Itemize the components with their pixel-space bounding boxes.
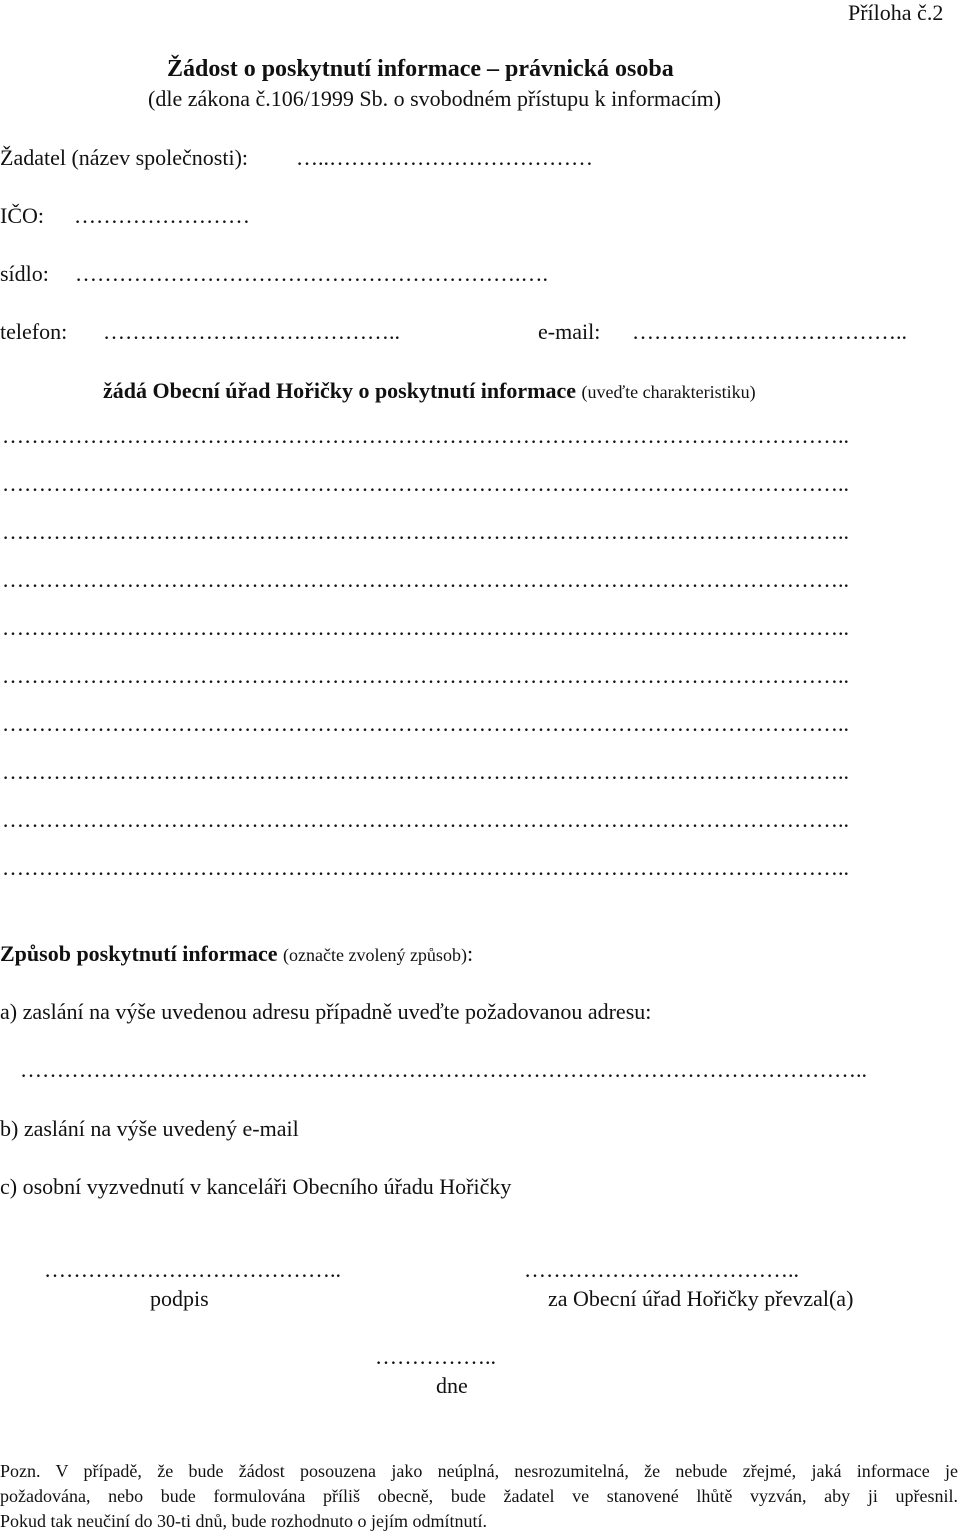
request-text: žádá Obecní úřad Hořičky o poskytnutí informace bbox=[103, 378, 577, 403]
phone-field[interactable]: ………………………………….. bbox=[103, 319, 400, 344]
method-colon: : bbox=[466, 941, 474, 966]
signature-field[interactable]: ………………………………….. bbox=[44, 1257, 341, 1282]
attachment-label: Příloha č.2 bbox=[848, 0, 944, 25]
footnote bbox=[0, 1459, 958, 1534]
ico-label: IČO: bbox=[0, 203, 44, 228]
applicant-field[interactable]: …..……………………………… bbox=[296, 145, 593, 170]
form-subtitle: (dle zákona č.106/1999 Sb. o svobodném přístupu k informacím) bbox=[148, 86, 722, 111]
answer-line[interactable]: …………………………………………………………………………………………………….. bbox=[2, 807, 849, 832]
option-b[interactable]: b) zaslání na výše uvedený e-mail bbox=[0, 1116, 299, 1141]
seat-label: sídlo: bbox=[0, 261, 49, 286]
applicant-label: Žadatel (název společnosti): bbox=[0, 145, 249, 170]
answer-line[interactable]: …………………………………………………………………………………………………….. bbox=[2, 663, 849, 688]
answer-line[interactable]: …………………………………………………………………………………………………….. bbox=[2, 759, 849, 784]
footnote-line: Pokud tak neučiní do 30-ti dnů, bude rozhodnuto o jejím odmítnutí. bbox=[0, 1511, 487, 1531]
date-field[interactable]: …………….. bbox=[375, 1344, 496, 1369]
phone-label: telefon: bbox=[0, 319, 68, 344]
option-a-address-field[interactable]: …………………………………………………………………………………………………….. bbox=[20, 1057, 867, 1082]
request-line bbox=[103, 380, 756, 402]
method-heading-line bbox=[0, 943, 473, 965]
received-field[interactable]: ……………………………….. bbox=[524, 1257, 799, 1282]
option-c[interactable]: c) osobní vyzvednutí v kanceláři Obecního úřadu Hořičky bbox=[0, 1174, 512, 1199]
footnote-line: Pozn. V případě, že bude žádost posouzena jako neúplná, nesrozumitelná, že nebude zřejmé, jaká informace je bbox=[0, 1461, 958, 1481]
answer-line[interactable]: …………………………………………………………………………………………………….. bbox=[2, 423, 849, 448]
method-hint: (označte zvolený způsob) bbox=[283, 945, 467, 965]
answer-line[interactable]: …………………………………………………………………………………………………….. bbox=[2, 471, 849, 496]
request-hint: (uveďte charakteristiku) bbox=[581, 382, 756, 402]
email-field[interactable]: ……………………………….. bbox=[632, 319, 907, 344]
seat-field[interactable]: …………………………………………………….…. bbox=[75, 261, 548, 286]
signature-label: podpis bbox=[150, 1286, 209, 1311]
option-a[interactable]: a) zaslání na výše uvedenou adresu případně uveďte požadovanou adresu: bbox=[0, 999, 652, 1024]
form-title: Žádost o poskytnutí informace – právnická osoba bbox=[167, 56, 674, 82]
answer-line[interactable]: …………………………………………………………………………………………………….. bbox=[2, 711, 849, 736]
method-heading: Způsob poskytnutí informace bbox=[0, 941, 278, 966]
email-label: e-mail: bbox=[538, 319, 601, 344]
footnote-line: požadována, nebo bude formulována příliš obecně, bude žadatel ve stanovené lhůtě vyzván, aby ji upřesnil. bbox=[0, 1486, 958, 1506]
ico-field[interactable]: …………………… bbox=[74, 203, 250, 228]
answer-line[interactable]: …………………………………………………………………………………………………….. bbox=[2, 567, 849, 592]
answer-line[interactable]: …………………………………………………………………………………………………….. bbox=[2, 615, 849, 640]
answer-line[interactable]: …………………………………………………………………………………………………….. bbox=[2, 855, 849, 880]
answer-line[interactable]: …………………………………………………………………………………………………….. bbox=[2, 519, 849, 544]
received-label: za Obecní úřad Hořičky převzal(a) bbox=[548, 1286, 854, 1311]
date-label: dne bbox=[436, 1373, 468, 1398]
